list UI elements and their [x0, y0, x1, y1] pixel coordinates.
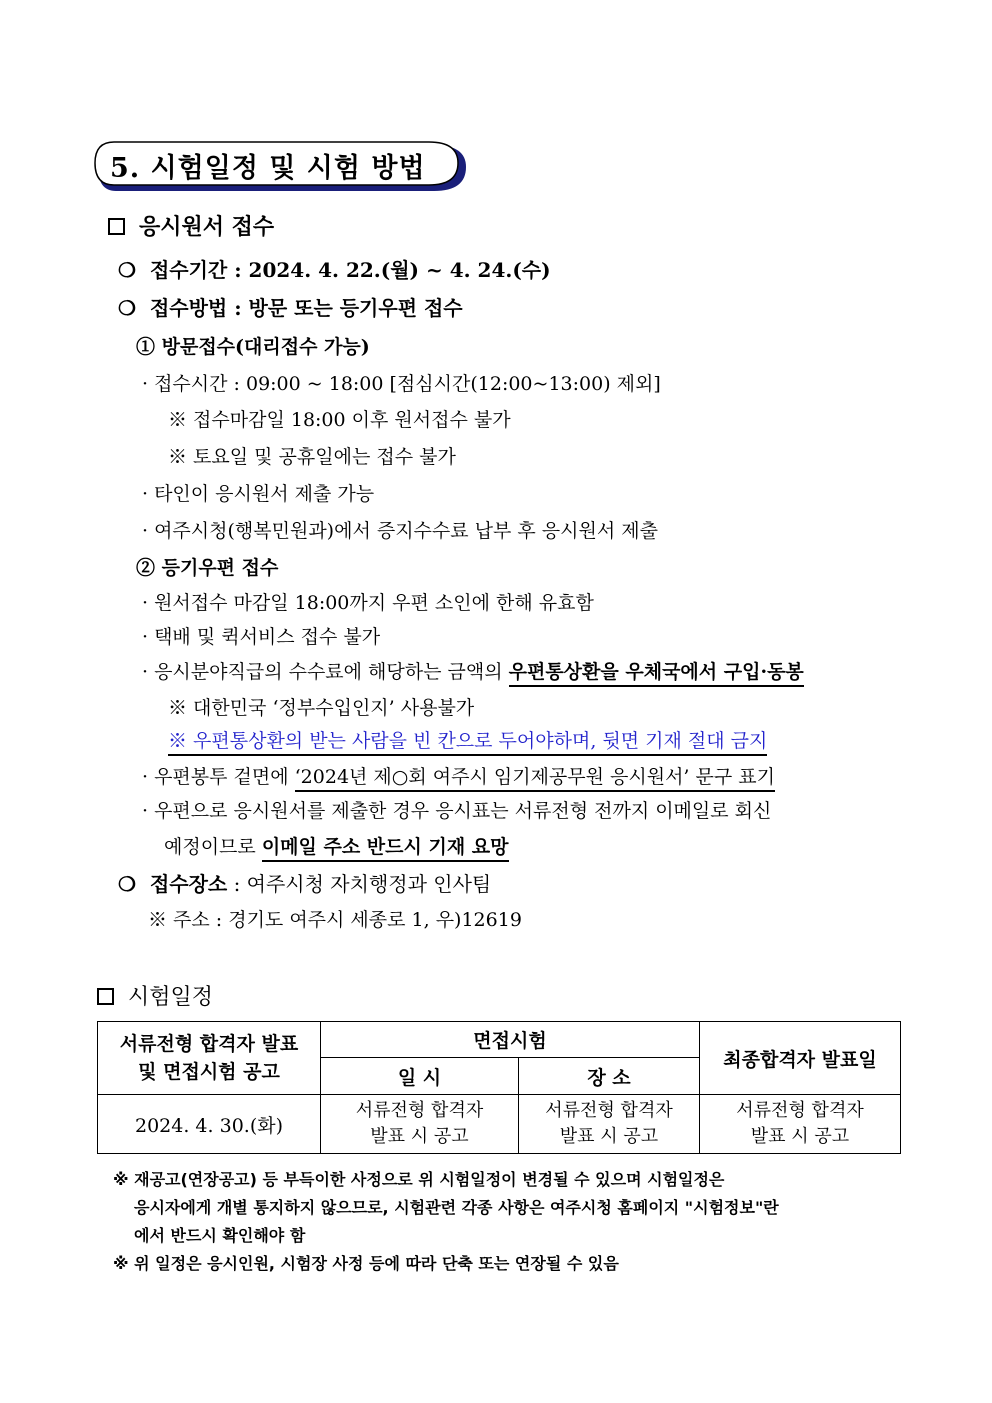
visit-other-person: · 타인이 응시원서 제출 가능 [142, 483, 375, 505]
cell-datetime [321, 1095, 519, 1154]
place-line [118, 868, 491, 897]
visit-note-holiday: ※ 토요일 및 공휴일에는 접수 불가 [168, 446, 456, 468]
email-line2-prefix: 예정이므로 [164, 836, 262, 858]
header-document-result-line1: 서류전형 합격자 발표 [119, 1033, 299, 1055]
mail-email-line2 [164, 832, 509, 859]
reception-heading-text: 응시원서 접수 [139, 214, 275, 240]
address-line: ※ 주소 : 경기도 여주시 세종로 1, 우)12619 [148, 909, 522, 931]
reception-heading [108, 210, 274, 241]
header-place: 장 소 [519, 1058, 700, 1095]
visit-note-deadline: ※ 접수마감일 18:00 이후 원서접수 불가 [168, 409, 511, 431]
schedule-heading-text: 시험일정 [128, 985, 214, 1010]
method-value: : 방문 또는 등기우편 접수 [234, 296, 463, 320]
checkbox-square-icon [97, 988, 114, 1005]
circle-bullet-icon: ❍ [118, 872, 136, 896]
envelope-prefix: · 우편봉투 겉면에 [142, 766, 295, 788]
period-label: 접수기간 [149, 258, 228, 282]
place-value: : 여주시청 자치행정과 인사팀 [227, 872, 492, 896]
cell-final [700, 1095, 901, 1154]
header-datetime: 일 시 [321, 1058, 519, 1095]
mail-blank-note [168, 726, 767, 753]
visit-hours: · 접수시간 : 09:00 ~ 18:00 [점심시간(12:00~13:00) 제외] [142, 373, 661, 395]
envelope-emphasis: ‘2024년 제○회 여주시 임기제공무원 응시원서’ 문구 표기 [295, 766, 775, 792]
header-interview: 면접시험 [321, 1022, 700, 1058]
money-order-prefix: · 응시분야직급의 수수료에 해당하는 금액의 [142, 661, 509, 683]
header-document-result-line2: 및 면접시험 공고 [138, 1061, 280, 1083]
cell-text-line1: 서류전형 합격자 [355, 1100, 484, 1121]
mail-email-line1: · 우편으로 응시원서를 제출한 경우 응시표는 서류전형 전까지 이메일로 회신 [142, 800, 772, 822]
header-document-result [98, 1022, 321, 1095]
table-row [98, 1095, 901, 1154]
checkbox-square-icon [108, 218, 125, 235]
money-order-emphasis: 우편통상환을 우체국에서 구입·동봉 [509, 661, 804, 687]
cell-text-line2: 발표 시 공고 [559, 1126, 659, 1147]
mail-no-courier: · 택배 및 퀵서비스 접수 불가 [142, 626, 381, 648]
method-label: 접수방법 [149, 296, 228, 320]
period-value: : 2024. 4. 22.(월) ~ 4. 24.(수) [234, 258, 551, 282]
mail-stamp-note: ※ 대한민국 ‘정부수입인지’ 사용불가 [168, 697, 475, 719]
method-line [118, 292, 463, 321]
header-final: 최종합격자 발표일 [700, 1022, 901, 1095]
place-label: 접수장소 [149, 872, 228, 896]
visit-title: ① 방문접수(대리접수 가능) [136, 336, 370, 358]
circle-bullet-icon: ❍ [118, 258, 136, 282]
email-line2-emphasis: 이메일 주소 반드시 기재 요망 [262, 836, 509, 862]
mail-envelope [142, 762, 775, 789]
cell-text-line2: 발표 시 공고 [370, 1126, 469, 1147]
section-title: 5. 시험일정 및 시험 방법 [110, 153, 426, 184]
schedule-heading [97, 980, 213, 1011]
visit-fee: · 여주시청(행복민원과)에서 증지수수료 납부 후 응시원서 제출 [142, 520, 658, 542]
period-line [118, 254, 551, 283]
blank-note-text: ※ 우편통상환의 받는 사람을 빈 칸으로 두어야하며, 뒷면 기재 절대 금지 [168, 730, 767, 756]
note1-line3: 에서 반드시 확인해야 함 [134, 1226, 306, 1245]
cell-text-line2: 발표 시 공고 [750, 1126, 850, 1147]
cell-text-line1: 서류전형 합격자 [736, 1100, 864, 1121]
note1-line1: ※ 재공고(연장공고) 등 부득이한 사정으로 위 시험일정이 변경될 수 있으며 시험일정은 [113, 1170, 725, 1189]
note2: ※ 위 일정은 응시인원, 시험장 사정 등에 따라 단축 또는 연장될 수 있음 [113, 1254, 619, 1273]
cell-text-line1: 서류전형 합격자 [545, 1100, 673, 1121]
cell-place [519, 1095, 700, 1154]
schedule-table [97, 1021, 901, 1154]
cell-date: 2024. 4. 30.(화) [98, 1095, 321, 1154]
mail-title: ② 등기우편 접수 [136, 557, 279, 579]
table-header-row [98, 1022, 901, 1058]
mail-postmark: · 원서접수 마감일 18:00까지 우편 소인에 한해 유효함 [142, 592, 594, 614]
mail-money-order [142, 657, 804, 684]
circle-bullet-icon: ❍ [118, 296, 136, 320]
note1-line2: 응시자에게 개별 통지하지 않으므로, 시험관련 각종 사항은 여주시청 홈페이지 "시험정보"란 [134, 1198, 779, 1217]
